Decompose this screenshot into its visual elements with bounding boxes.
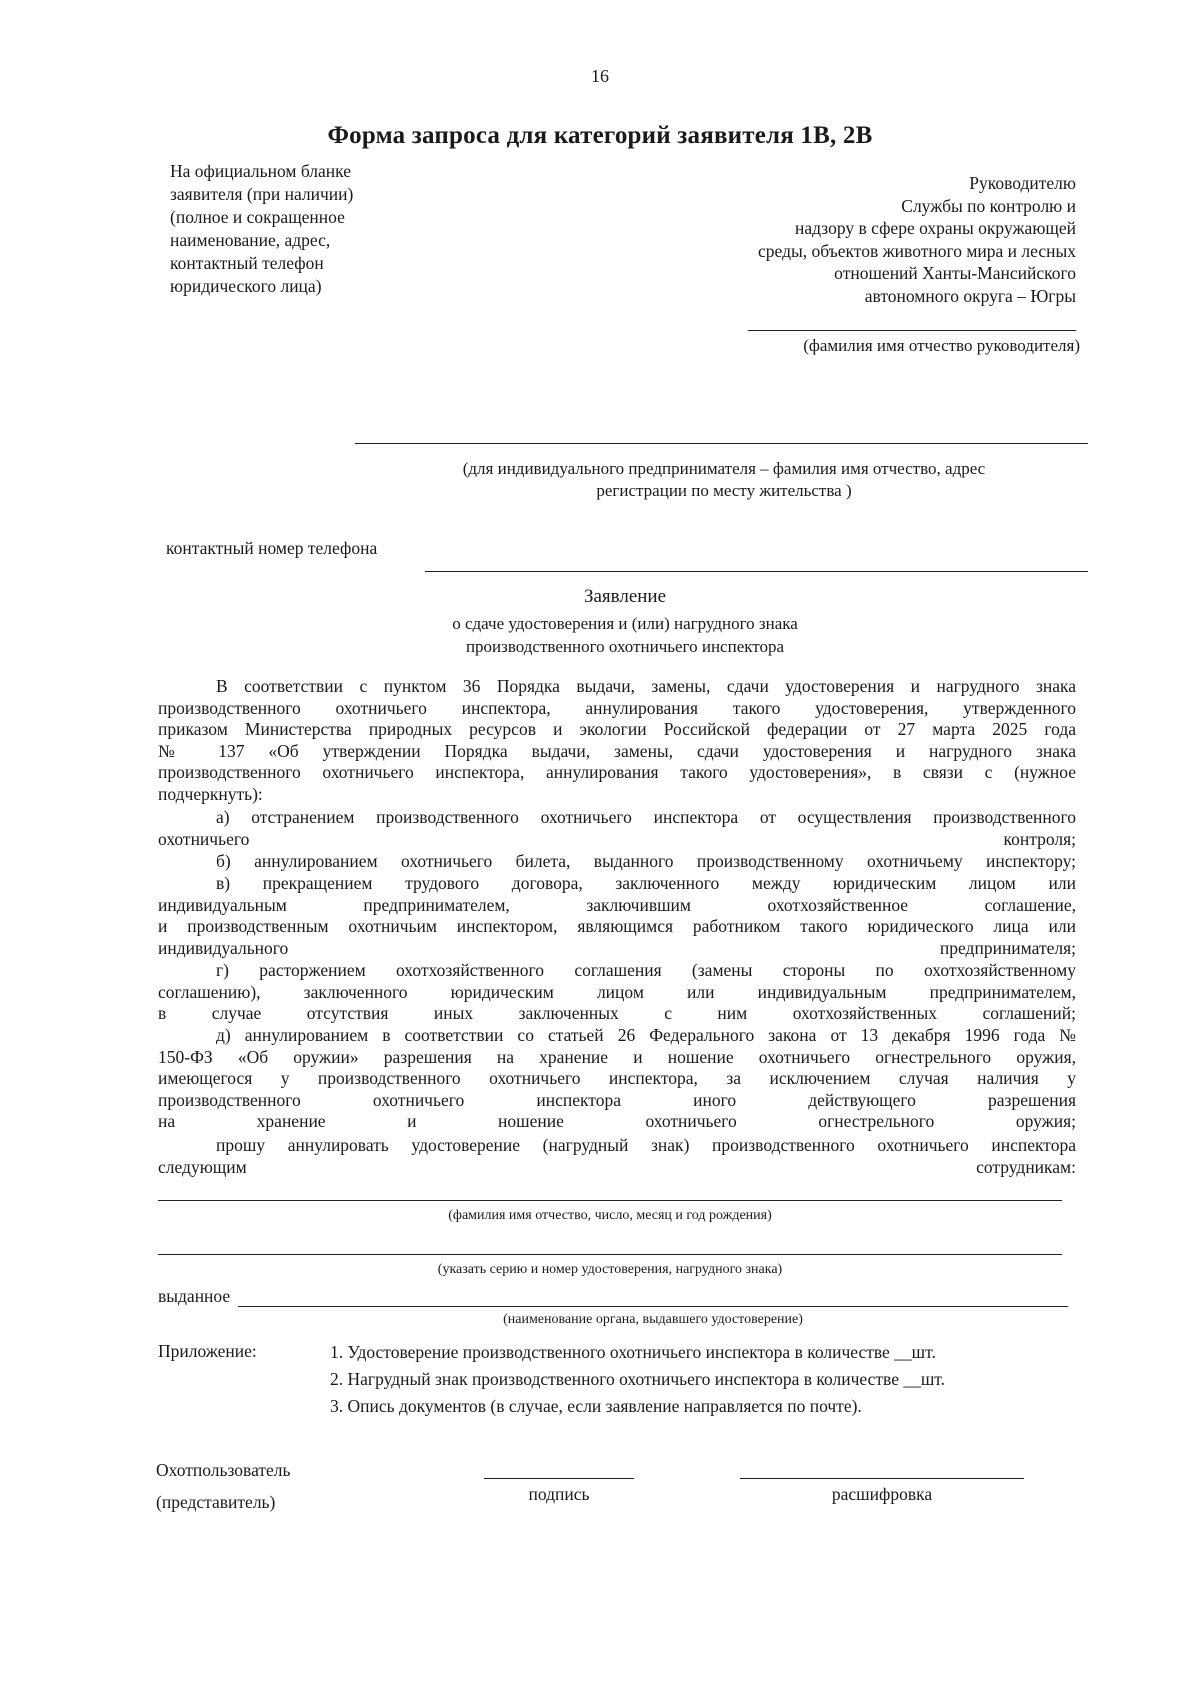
letterhead-line: контактный телефон <box>170 253 324 273</box>
addressee-block <box>690 172 1076 307</box>
statement-subtitle-line: производственного охотничьего инспектора <box>465 637 785 656</box>
body-line: имеющегося у производственного охотничьего инспектора, за исключением случая наличия у <box>158 1068 1076 1088</box>
body-line: соглашению), заключенного юридическим лицом или индивидуальным предпринимателем, <box>158 981 1076 1002</box>
item-b <box>158 851 1076 873</box>
body-line: на хранение и ношение охотничьего огнестрельного оружия; <box>158 1111 1076 1131</box>
body-line: и производственным охотничьим инспектором, являющимся работником такого юридического лица или <box>158 916 1076 936</box>
body-line: производственного охотничьего инспектора, аннулирования такого удостоверения, утвержденного <box>158 697 1076 718</box>
addressee-line: среды, объектов животного мира и лесных <box>758 240 1076 261</box>
body-line: В соответствии с пунктом 36 Порядка выдачи, замены, сдачи удостоверения и нагрудного знака <box>216 676 1076 696</box>
ip-caption <box>360 458 1088 502</box>
appendix-item-2: 2. Нагрудный знак производственного охотничьего инспектора в количестве __шт. <box>330 1369 946 1389</box>
addressee-line: Службы по контролю и <box>901 195 1076 216</box>
body-line: приказом Министерства природных ресурсов и экологии Российской федерации от 27 марта 2025 года <box>158 719 1076 739</box>
signature-caption: подпись <box>528 1484 590 1504</box>
statement-subtitle <box>300 612 950 658</box>
addressee-line: Руководителю <box>969 173 1076 193</box>
letterhead-line: На официальном бланке <box>170 161 351 181</box>
employee-fio-caption: (фамилия имя отчество, число, месяц и год рождения) <box>448 1208 772 1223</box>
body-line: подчеркнуть): <box>158 783 263 804</box>
body-line: индивидуального предпринимателя; <box>158 937 1076 958</box>
addressee-line: автономного округа – Югры <box>864 285 1076 306</box>
head-fio-caption: (фамилия имя отчество руководителя) <box>803 336 1080 355</box>
issuer-line[interactable] <box>238 1306 1068 1307</box>
body-line: № 137 «Об утверждении Порядка выдачи, замены, сдачи удостоверения и нагрудного знака <box>158 740 1076 761</box>
addressee-line: надзору в сфере охраны окружающей <box>795 218 1076 238</box>
body-line: индивидуальным предпринимателем, заключившим охотхозяйственное соглашение, <box>158 894 1076 915</box>
item-v <box>158 873 1076 959</box>
appendix-item-3: 3. Опись документов (в случае, если заявление направляется по почте). <box>330 1396 862 1416</box>
body-line: б) аннулированием охотничьего билета, выданного производственному охотничьему инспектору; <box>216 851 1076 871</box>
body-line: в) прекращением трудового договора, заключенного между юридическим лицом или <box>216 873 1076 893</box>
letterhead-line: (полное и сокращенное <box>170 207 345 227</box>
item-a <box>158 807 1076 850</box>
phone-label: контактный номер телефона <box>166 538 378 558</box>
statement-heading: Заявление <box>583 586 667 607</box>
body-line: в случае отсутствия иных заключенных с ним охотхозяйственных соглашений; <box>158 1003 1076 1023</box>
body-line: а) отстранением производственного охотничьего инспектора от осуществления производственного <box>216 807 1076 827</box>
letterhead-line: наименование, адрес, <box>170 230 331 250</box>
ip-caption-line: (для индивидуального предпринимателя – фамилия имя отчество, адрес <box>462 459 986 478</box>
signer-role <box>156 1454 291 1518</box>
form-title: Форма запроса для категорий заявителя 1В, 2В <box>327 122 873 149</box>
signer-role-line: Охотпользователь <box>156 1460 291 1480</box>
body-line: г) расторжением охотхозяйственного соглашения (замены стороны по охотхозяйственному <box>216 960 1076 980</box>
appendix-item-1: 1. Удостоверение производственного охотничьего инспектора в количестве __шт. <box>330 1342 936 1362</box>
signature-line[interactable] <box>484 1478 634 1479</box>
decode-caption: расшифровка <box>831 1484 933 1504</box>
body-line: производственного охотничьего инспектора иного действующего разрешения <box>158 1089 1076 1110</box>
body-line: 150-ФЗ «Об оружии» разрешения на хранение и ношение охотничьего огнестрельного оружия, <box>158 1046 1076 1067</box>
request-paragraph <box>158 1135 1076 1178</box>
issuer-caption: (наименование органа, выдавшего удостоверение) <box>503 1312 803 1327</box>
body-line: следующим сотрудникам: <box>158 1156 1076 1177</box>
signer-role-line: (представитель) <box>156 1492 276 1512</box>
ip-caption-line: регистрации по месту жительства ) <box>596 481 852 500</box>
page-number: 16 <box>591 66 609 86</box>
decode-line[interactable] <box>740 1478 1024 1479</box>
head-fio-line[interactable] <box>748 330 1076 331</box>
appendix-label: Приложение: <box>158 1341 257 1361</box>
letterhead-note <box>170 160 353 298</box>
item-d <box>158 1025 1076 1133</box>
employee-fio-line[interactable] <box>158 1200 1062 1201</box>
intro-paragraph <box>158 676 1076 805</box>
body-line: охотничьего контроля; <box>158 828 1076 849</box>
phone-line[interactable] <box>425 571 1088 572</box>
issued-label: выданное <box>158 1286 231 1306</box>
body-line: прошу аннулировать удостоверение (нагрудный знак) производственного охотничьего инспектора <box>216 1135 1076 1155</box>
statement-subtitle-line: о сдаче удостоверения и (или) нагрудного знака <box>452 614 798 633</box>
ip-info-line[interactable] <box>355 443 1088 444</box>
certificate-caption: (указать серию и номер удостоверения, нагрудного знака) <box>437 1262 783 1277</box>
body-line: производственного охотничьего инспектора, аннулирования такого удостоверения», в связи с (нужное <box>158 762 1076 782</box>
addressee-line: отношений Ханты-Мансийского <box>834 263 1076 283</box>
item-g <box>158 960 1076 1025</box>
letterhead-line: заявителя (при наличии) <box>170 184 354 204</box>
body-line: д) аннулированием в соответствии со статьей 26 Федерального закона от 13 декабря 1996 года № <box>216 1025 1076 1045</box>
letterhead-line: юридического лица) <box>170 276 322 296</box>
certificate-number-line[interactable] <box>158 1254 1062 1255</box>
